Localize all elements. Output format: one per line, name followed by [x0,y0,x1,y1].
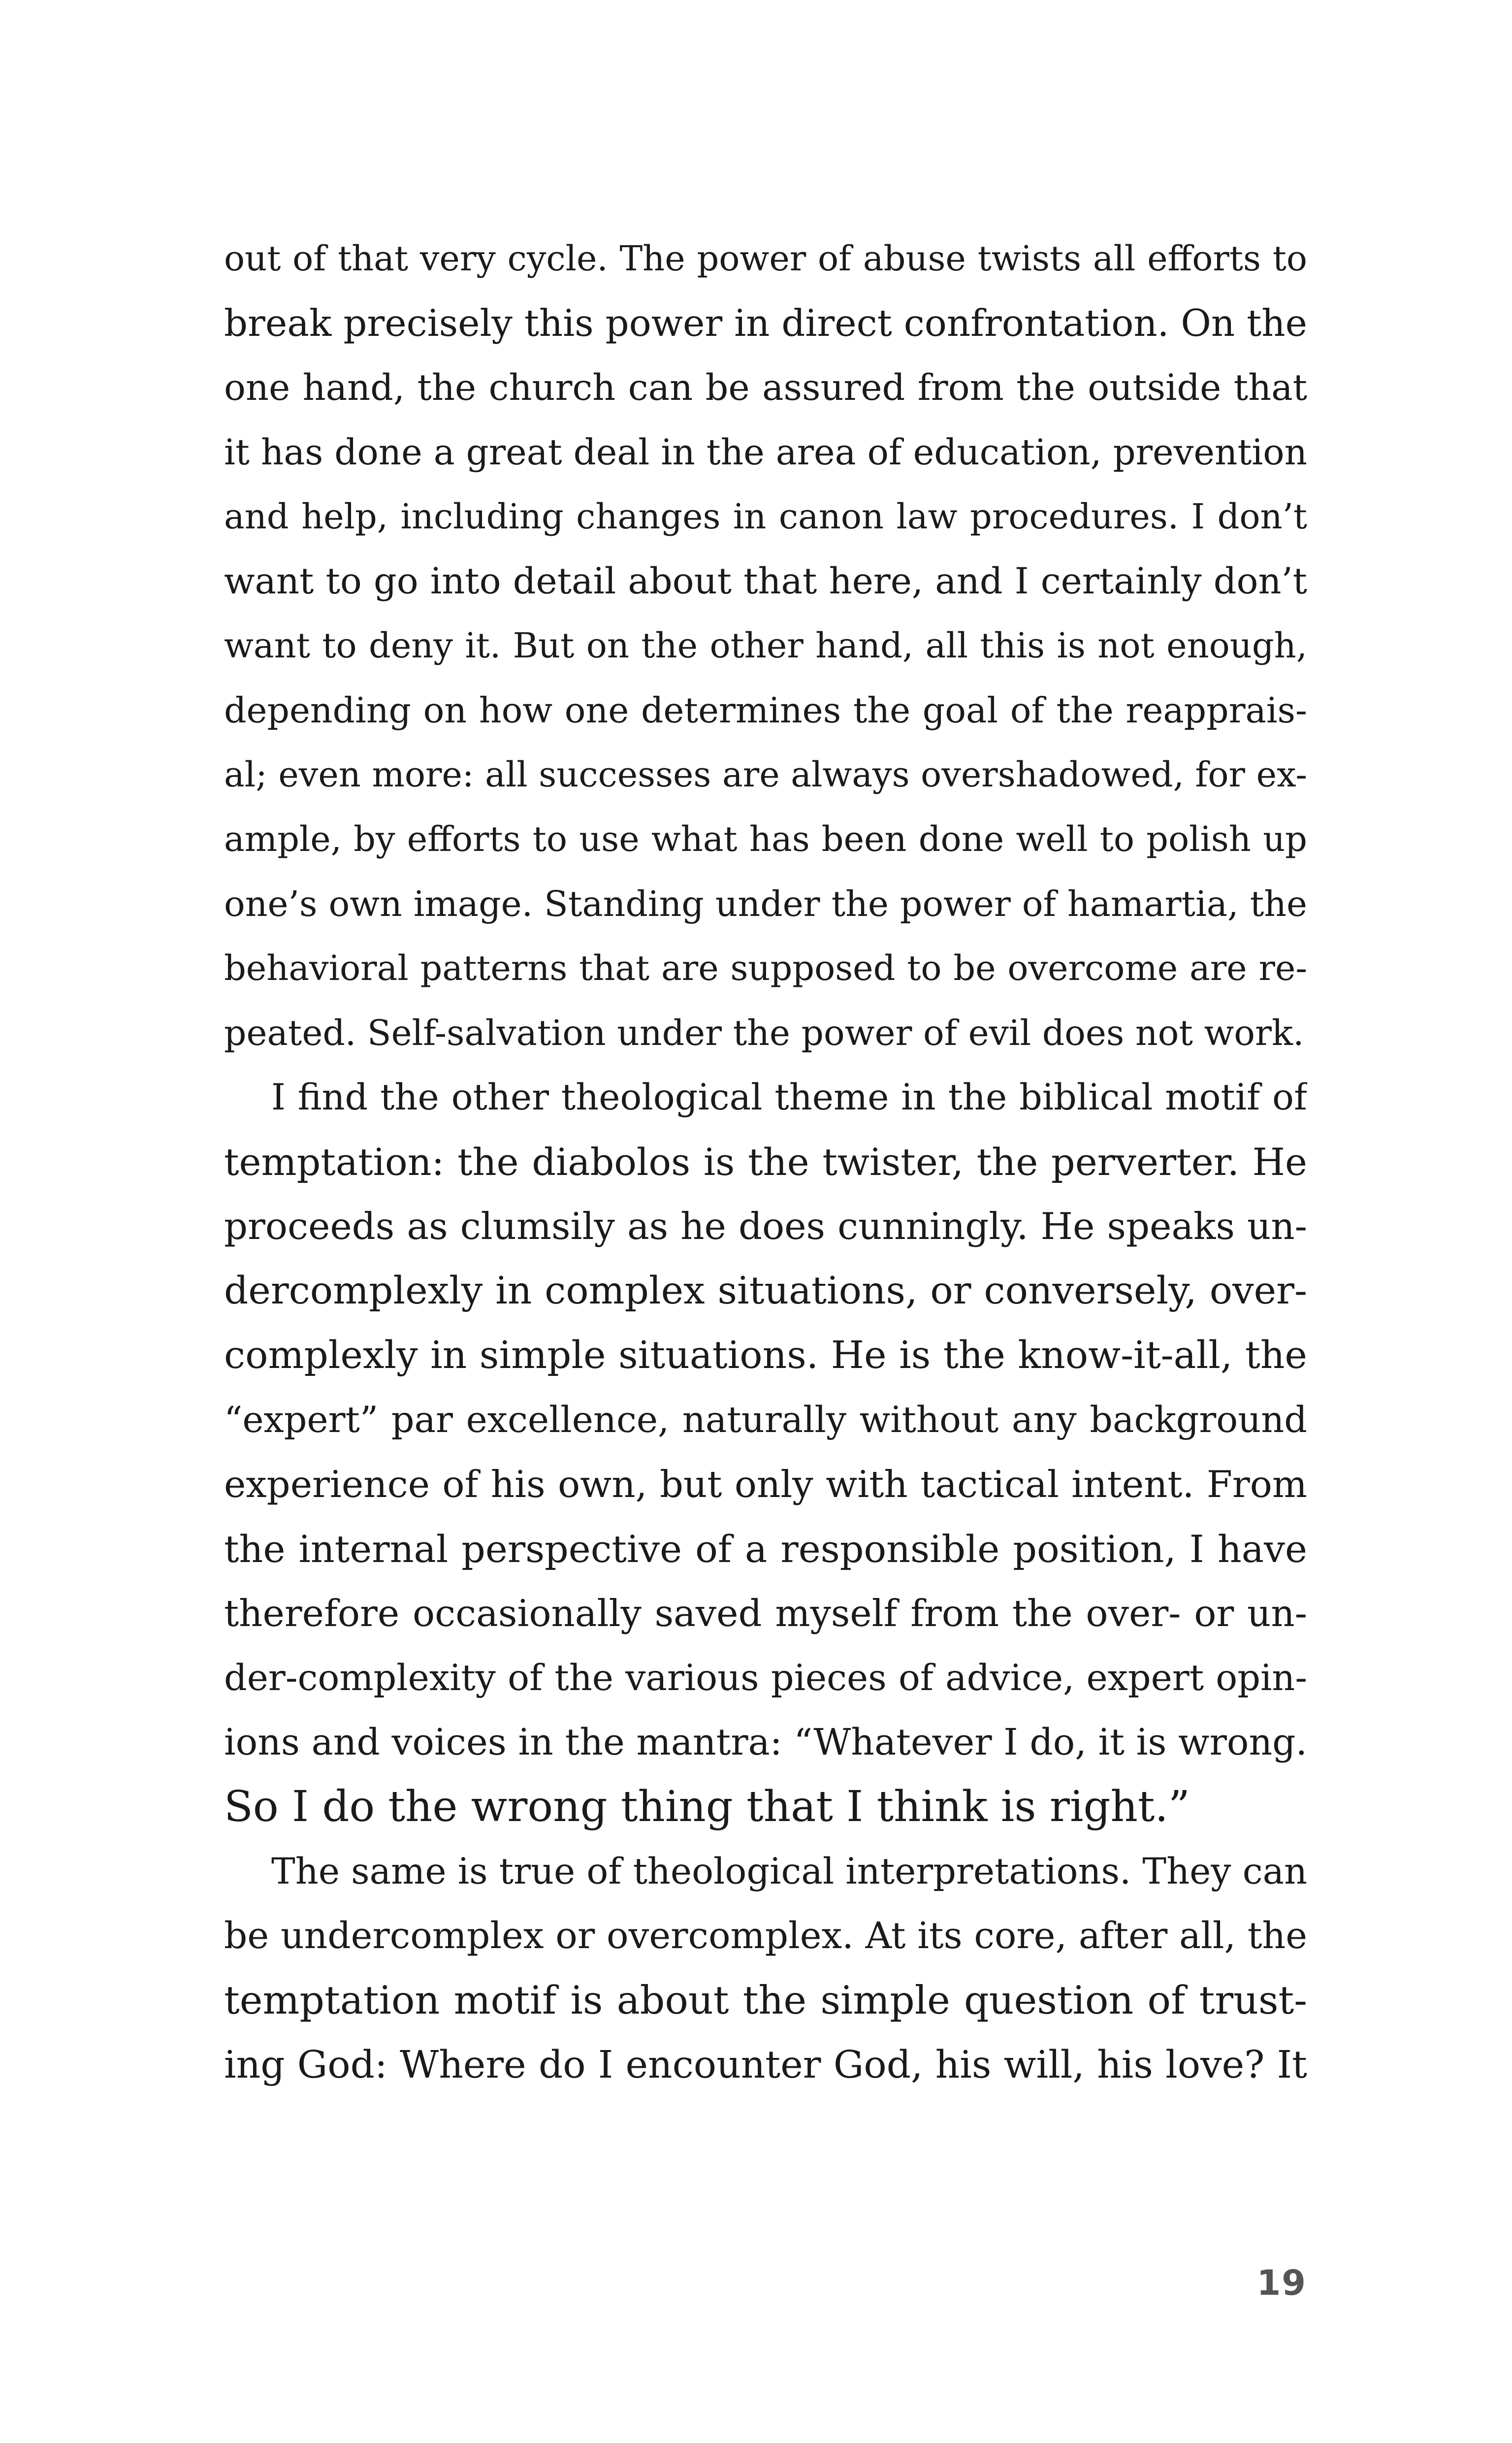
page-number: 19 [1256,2263,1307,2303]
text-line: “expert” par excellence, naturally without any background [224,1399,1307,1441]
text-line: one’s own image. Standing under the power of hamartia, the [224,883,1307,924]
text-line: the internal perspective of a responsible position, I have [224,1527,1307,1571]
text-line: one hand, the church can be assured from the outside that [224,367,1307,409]
text-line: ing God: Where do I encounter God, his will, his love? It [224,2043,1307,2087]
text-line: temptation motif is about the simple question of trust- [224,1978,1307,2023]
text-line: So I do the wrong thing that I think is right.” [224,1782,1190,1831]
text-line: ions and voices in the mantra: “Whatever I do, it is wrong. [224,1721,1307,1763]
text-line: out of that very cycle. The power of abuse twists all efforts to [224,238,1307,279]
text-line: experience of his own, but only with tactical intent. From [224,1463,1307,1506]
body-text [224,227,1307,2097]
text-line: The same is true of theological interpretations. They can [271,1851,1307,1892]
text-line: der-complexity of the various pieces of advice, expert opin- [224,1657,1307,1699]
text-line: complexly in simple situations. He is the know-it-all, the [224,1334,1307,1377]
text-line: dercomplexly in complex situations, or conversely, over- [224,1269,1307,1313]
text-line: want to deny it. But on the other hand, all this is not enough, [224,625,1307,666]
text-line: break precisely this power in direct confrontation. On the [224,301,1307,345]
text-line: ample, by efforts to use what has been done well to polish up [224,819,1307,859]
text-line: temptation: the diabolos is the twister, the perverter. He [224,1140,1307,1184]
text-line: depending on how one determines the goal of the reapprais- [224,690,1307,731]
text-line: peated. Self-salvation under the power of evil does not work. [224,1012,1304,1053]
text-line: I find the other theological theme in the biblical motif of [271,1076,1307,1118]
text-line: and help, including changes in canon law procedures. I don’t [224,496,1307,537]
text-line: proceeds as clumsily as he does cunningly. He speaks un- [224,1205,1307,1248]
text-line: therefore occasionally saved myself from the over- or un- [224,1592,1307,1635]
text-line: behavioral patterns that are supposed to be overcome are re- [224,948,1307,988]
text-line: it has done a great deal in the area of education, prevention [224,431,1307,473]
text-line: want to go into detail about that here, and I certainly don’t [224,560,1307,602]
text-line: al; even more: all successes are always overshadowed, for ex- [224,754,1307,795]
text-line: be undercomplex or overcomplex. At its core, after all, the [224,1915,1307,1957]
